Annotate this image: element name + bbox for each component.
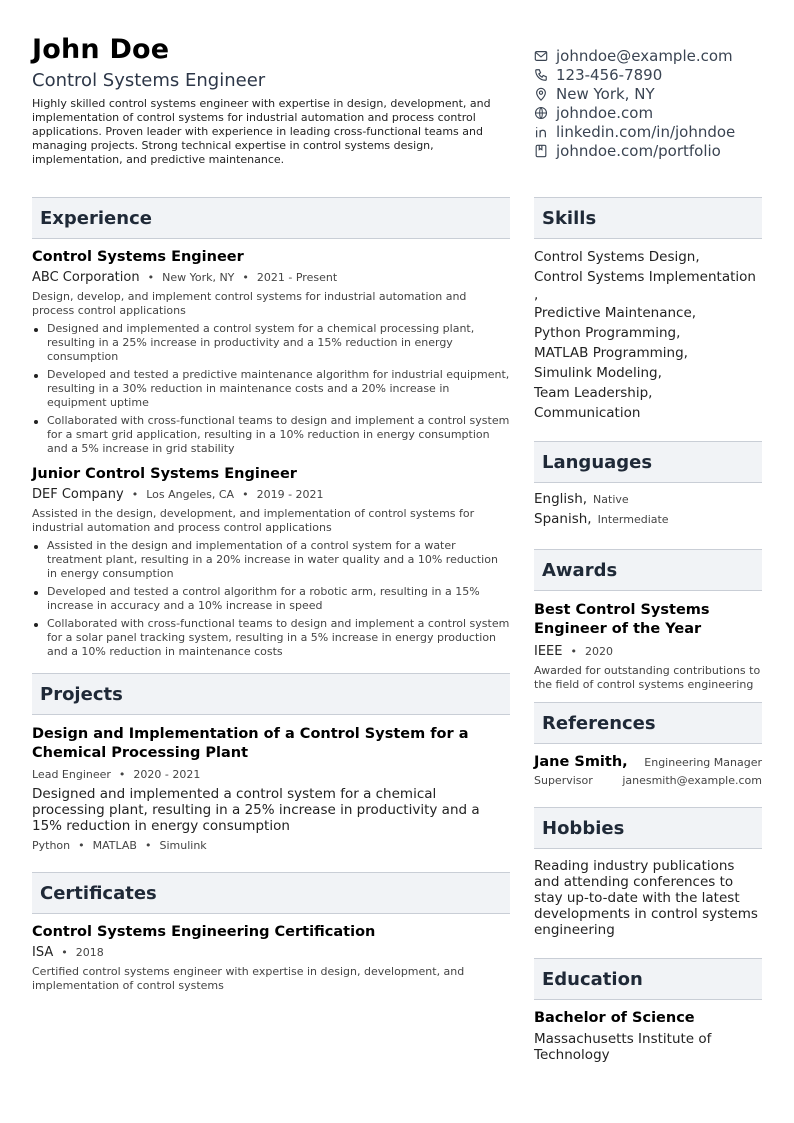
award-meta	[534, 644, 762, 659]
language-name: English,	[534, 491, 588, 507]
certificates-heading: Certificates	[32, 872, 510, 914]
skill-item: Predictive Maintenance,	[534, 305, 697, 321]
contact-linkedin[interactable]	[534, 122, 774, 141]
job-dates: 2019 - 2021	[256, 488, 324, 501]
award-item	[534, 601, 762, 692]
separator-dot: •	[144, 839, 152, 852]
skills-list	[534, 247, 762, 423]
job-location: Los Angeles, CA	[146, 488, 235, 501]
skill-item: Control Systems Design,	[534, 249, 700, 265]
language-name: Spanish,	[534, 511, 592, 527]
phone-text: 123-456-7890	[556, 65, 663, 84]
separator-dot: •	[131, 488, 139, 501]
skill-item: Simulink Modeling,	[534, 365, 662, 381]
award-year: 2020	[584, 645, 613, 658]
achievement-bullet: Designed and implemented a control system for a chemical processing plant, resulting in a 25% increase in productivity and a 15% reduction in energy consumption	[32, 322, 510, 364]
summary: Highly skilled control systems engineer with expertise in design, development, and implementation of control systems for industrial automation and process control applications. Proven leader with experience in leading cross-functional teams and managing projects. Strong technical expertise in control systems design, implementation, and predictive maintenance.	[32, 97, 491, 166]
contact-email[interactable]	[534, 46, 774, 65]
job-meta	[32, 270, 510, 285]
reference-relation: Supervisor	[534, 774, 593, 787]
certificate-item	[32, 924, 510, 993]
project-title: Design and Implementation of a Control System for a Chemical Processing Plant	[32, 726, 469, 761]
separator-dot: •	[61, 946, 68, 959]
globe-icon	[534, 106, 548, 120]
reference-details	[534, 774, 762, 788]
project-meta	[32, 768, 510, 781]
languages-heading: Languages	[534, 441, 762, 483]
award-description: Awarded for outstanding contributions to the field of control systems engineering	[534, 664, 761, 691]
project-role: Lead Engineer	[32, 768, 111, 781]
skill-item: ,	[534, 287, 539, 303]
experience-item	[32, 466, 510, 659]
job-meta	[32, 487, 510, 502]
location-pin-icon	[534, 87, 548, 101]
separator-dot: •	[242, 271, 249, 284]
phone-icon	[534, 68, 548, 82]
job-title: Control Systems Engineer	[32, 249, 244, 265]
reference-item	[534, 754, 762, 788]
language-level: Intermediate	[597, 513, 669, 526]
award-issuer: IEEE	[534, 644, 563, 659]
achievement-list	[32, 539, 510, 659]
certificate-meta	[32, 945, 510, 960]
skill-item: Control Systems Implementation	[534, 269, 756, 285]
certificate-description: Certified control systems engineer with expertise in design, development, and implementation of control systems	[32, 965, 465, 992]
skills-heading: Skills	[534, 197, 762, 239]
project-description: Designed and implemented a control system for a chemical processing plant, resulting in a 25% increase in productivity and a 15% reduction in energy consumption	[32, 786, 480, 834]
contact-location	[534, 84, 774, 103]
experience-item	[32, 249, 510, 456]
job-title: Junior Control Systems Engineer	[32, 466, 297, 482]
job-dates: 2021 - Present	[256, 271, 338, 284]
reference-email[interactable]: janesmith@example.com	[622, 774, 762, 787]
tech-tag: MATLAB	[92, 839, 137, 852]
contact-phone[interactable]	[534, 65, 774, 84]
skill-item: Communication	[534, 405, 641, 421]
awards-heading: Awards	[534, 549, 762, 591]
project-item	[32, 725, 510, 852]
candidate-name: John Doe	[32, 34, 170, 65]
achievement-bullet: Developed and tested a control algorithm for a robotic arm, resulting in a 15% increase in accuracy and a 10% increase in speed	[32, 585, 510, 613]
company-name: DEF Company	[32, 487, 124, 502]
achievement-bullet: Assisted in the design and implementation of a control system for a water treatment plant, resulting in a 20% increase in water quality and a 10% reduction in energy consumption	[32, 539, 510, 581]
references-heading: References	[534, 702, 762, 744]
languages-list	[534, 491, 762, 531]
candidate-title: Control Systems Engineer	[32, 70, 266, 91]
separator-dot: •	[570, 645, 577, 658]
reference-header	[534, 754, 762, 770]
education-item	[534, 1010, 762, 1063]
skill-item: MATLAB Programming,	[534, 345, 688, 361]
hobbies-text: Reading industry publications and attending conferences to stay up-to-date with the latest developments in control systems engineering	[534, 858, 758, 938]
project-dates: 2020 - 2021	[133, 768, 201, 781]
skill-item: Python Programming,	[534, 325, 681, 341]
main-column	[32, 197, 510, 993]
location-text: New York, NY	[556, 84, 655, 103]
portfolio-text: johndoe.com/portfolio	[556, 141, 721, 160]
certificate-issuer: ISA	[32, 945, 54, 960]
company-name: ABC Corporation	[32, 270, 140, 285]
achievement-bullet: Collaborated with cross-functional teams to design and implement a control system for a solar panel tracking system, resulting in a 5% increase in energy production and a 10% reduction in maintenance costs	[32, 617, 510, 659]
hobbies-heading: Hobbies	[534, 807, 762, 849]
bookmark-icon	[534, 144, 548, 158]
linkedin-icon	[534, 125, 548, 139]
tech-tag: Simulink	[159, 839, 207, 852]
website-text: johndoe.com	[556, 103, 654, 122]
contact-list	[534, 46, 774, 160]
separator-dot: •	[78, 839, 85, 852]
certificate-year: 2018	[75, 946, 104, 959]
certificate-title: Control Systems Engineering Certification	[32, 924, 376, 940]
language-level: Native	[593, 493, 629, 506]
resume-header	[32, 34, 512, 167]
job-description: Assisted in the design, development, and implementation of control systems for industrial automation and process control applications	[32, 507, 475, 534]
language-item	[534, 511, 762, 531]
school-name: Massachusetts Institute of Technology	[534, 1031, 712, 1063]
reference-name: Jane Smith,	[534, 754, 628, 770]
separator-dot: •	[242, 488, 249, 501]
email-text: johndoe@example.com	[556, 46, 733, 65]
tech-tag: Python	[32, 839, 71, 852]
language-item	[534, 491, 762, 511]
separator-dot: •	[118, 768, 126, 781]
award-title: Best Control Systems Engineer of the Year	[534, 602, 710, 637]
degree: Bachelor of Science	[534, 1010, 695, 1026]
project-tech-list	[32, 839, 510, 852]
job-location: New York, NY	[162, 271, 235, 284]
reference-position: Engineering Manager	[644, 756, 762, 769]
contact-website[interactable]	[534, 103, 774, 122]
sidebar-column	[534, 197, 762, 1063]
experience-heading: Experience	[32, 197, 510, 239]
skill-item: Team Leadership,	[534, 385, 653, 401]
education-heading: Education	[534, 958, 762, 1000]
mail-icon	[534, 49, 548, 63]
linkedin-text: linkedin.com/in/johndoe	[556, 122, 736, 141]
achievement-bullet: Developed and tested a predictive maintenance algorithm for industrial equipment, resulting in a 30% reduction in maintenance costs and a 20% increase in equipment uptime	[32, 368, 510, 410]
projects-heading: Projects	[32, 673, 510, 715]
achievement-bullet: Collaborated with cross-functional teams to design and implement a control system for a smart grid application, resulting in a 10% reduction in energy consumption and a 5% increase in grid stability	[32, 414, 510, 456]
contact-portfolio[interactable]	[534, 141, 774, 160]
separator-dot: •	[147, 271, 155, 284]
job-description: Design, develop, and implement control systems for industrial automation and process control applications	[32, 290, 467, 317]
achievement-list	[32, 322, 510, 456]
